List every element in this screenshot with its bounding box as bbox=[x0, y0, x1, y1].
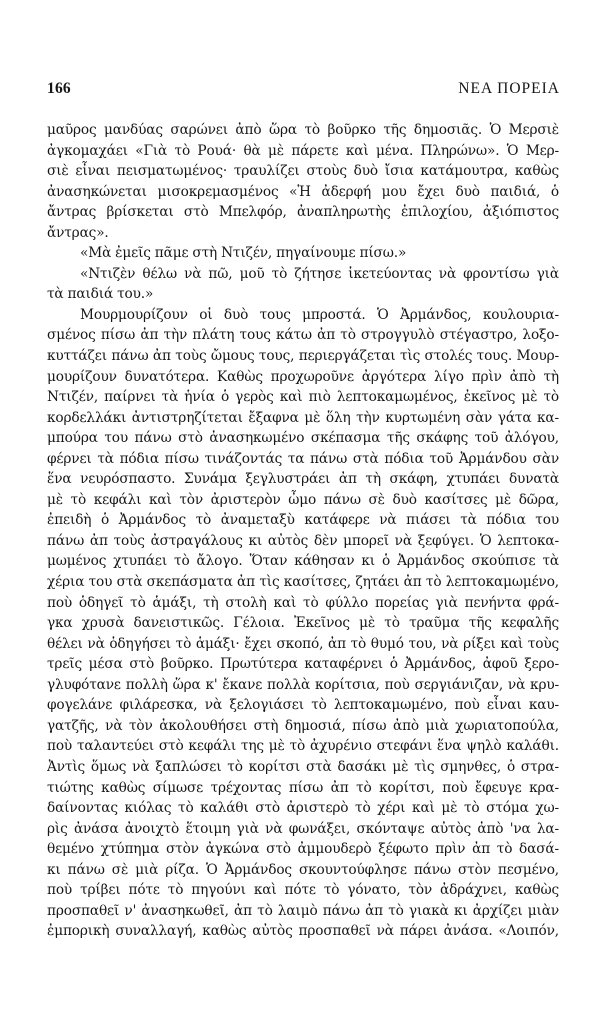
text-line: ἀνασηκώνεται μισοκρεμασμένος «Ἡ ἀδερφή μου ἔχει δυὸ παιδιά, ὁ bbox=[47, 183, 559, 200]
body-text bbox=[47, 120, 559, 942]
running-title: ΝΕΑ ΠΟΡΕΙΑ bbox=[458, 80, 560, 97]
text-line: μωμένος χτυπάει τὸ ἄλογο. Ὅταν κάθησαν κι ὁ Ἀρμάνδος σκούπισε τὰ bbox=[47, 553, 559, 570]
text-line: Ντιζέν, παίρνει τὰ ἡνία ὁ γερὸς καὶ πιὸ λεπτοκαμωμένος, ἐκεῖνος μὲ τὸ bbox=[47, 389, 559, 406]
text-line: γατζῆς, νὰ τὸν ἀκολουθήσει στὴ δημοσιά, πίσω ἀπὸ μιὰ χωριατοπούλα, bbox=[47, 717, 559, 734]
text-line: ἐμπορικὴ συναλλαγή, καθὼς αὐτὸς προσπαθεῖ νὰ πάρει ἀνάσα. «Λοιπόν, bbox=[47, 923, 559, 940]
page-number: 166 bbox=[47, 80, 71, 97]
text-line: γκα χρυσὰ δανειστικῶς. Γέλοια. Ἐκεῖνος μὲ τὸ τραῦμα τῆς κεφαλῆς bbox=[47, 615, 559, 632]
text-line: ἀγκομαχάει «Γιὰ τὸ Ρουά· θὰ μὲ πάρετε καὶ μένα. Πληρώνω». Ὁ Μερ- bbox=[47, 142, 559, 159]
text-line: ἐπειδὴ ὁ Ἀρμάνδος τὸ ἀναμεταξὺ κατάφερε νὰ πιάσει τὰ πόδια του bbox=[47, 512, 559, 529]
text-line: «Ντιζὲν θέλω νὰ πῶ, μοῦ τὸ ζήτησε ἱκετεύοντας νὰ φροντίσω γιὰ bbox=[80, 265, 559, 282]
text-line: σιὲ εἶναι πεισματωμένος· τραυλίζει στοὺς δυὸ ἴσια κατάμουτρα, καθὼς bbox=[47, 163, 559, 180]
text-line: δαίνοντας κιόλας τὸ καλάθι στὸ ἀριστερὸ τὸ χέρι καὶ μὲ τὸ στόμα χω- bbox=[47, 800, 559, 817]
text-line: τὰ παιδιά του.» bbox=[47, 286, 154, 303]
text-line: ἄντρας». bbox=[47, 224, 109, 241]
text-line: ἕνα νευρόσπαστο. Συνάμα ξεγλυστράει ἀπ τὴ σκάφη, χτυπάει δυνατὰ bbox=[47, 471, 559, 488]
text-line: θέλει νὰ ὁδηγήσει τὸ ἁμάξι· ἔχει σκοπό, ἀπ τὸ θυμό του, νὰ ρίξει καὶ τοὺς bbox=[47, 635, 559, 652]
text-line: τιώτης καθὼς σίμωσε τρέχοντας πίσω ἀπ τὸ κορίτσι, ποὺ ἔφευγε κρα- bbox=[47, 779, 559, 796]
text-line: χέρια του στὰ σκεπάσματα ἀπ τὶς κασίτσες, ζητάει ἀπ τὸ λεπτοκαμωμένο, bbox=[47, 574, 559, 591]
text-line: κορδελλάκι ἀντιστρηζίτεται ἔξαφνα μὲ ὅλη τὴν κυρτωμένη σὰν γάτα κα- bbox=[47, 409, 559, 426]
text-line: ποὺ ταλαντεύει στὸ κεφάλι της μὲ τὸ ἀχυρένιο στεφάνι ἕνα ψηλὸ καλάθι. bbox=[47, 738, 559, 755]
text-line: γλυφότανε πολλὴ ὥρα κ' ἔκανε πολλὰ κορίτσια, ποὺ σεργιάνιζαν, νὰ κρυ- bbox=[47, 676, 559, 693]
text-line: μὲ τὸ κεφάλι καὶ τὸν ἀριστερὸν ὦμο πάνω σὲ δυὸ κασίτσες μὲ δῶρα, bbox=[47, 491, 559, 508]
text-line: κυττάζει πάνω ἀπ τοὺς ὤμους τους, περιεργάζεται τὶς στολές τους. Μουρ- bbox=[47, 348, 559, 365]
text-line: ρὶς ἀνάσα ἀνοιχτὸ ἕτοιμη γιὰ νὰ φωνάξει, σκόνταψε αὐτὸς ἀπὸ 'να λα- bbox=[47, 820, 559, 837]
running-header bbox=[47, 80, 560, 104]
text-line: μουρίζουν δυνατότερα. Καθὼς προχωροῦνε ἀργότερα λίγο πρὶν ἀπὸ τὴ bbox=[47, 368, 559, 385]
text-line: ποὺ ὁδηγεῖ τὸ ἁμάξι, τὴ στολὴ καὶ τὸ φύλλο πορείας γιὰ πενήντα φρά- bbox=[47, 594, 559, 611]
text-line: ποὺ τρίβει πότε τὸ πηγούνι καὶ πότε τὸ γόνατο, τὸν ἀδράχνει, καθὼς bbox=[47, 882, 559, 899]
text-line: κι πάνω σὲ μιὰ ρίζα. Ὁ Ἀρμάνδος σκουντούφλησε πάνω στὸν πεσμένο, bbox=[47, 861, 559, 878]
text-line: τρεῖς μέσα στὸ βοῦρκο. Πρωτύτερα καταφέρνει ὁ Ἀρμάνδος, ἀφοῦ ξερο- bbox=[47, 656, 559, 673]
text-line: πάνω ἀπ τοὺς ἀστραγάλους κι αὐτὸς δὲν μπορεῖ νὰ ξεφύγει. Ὁ λεπτοκα- bbox=[47, 532, 559, 549]
text-line: θεμένο χτύπημα στὸν ἀγκώνα στὸ ἀμμουδερὸ ξέφωτο πρὶν ἀπ τὸ δασά- bbox=[47, 841, 559, 858]
text-line: μαῦρος μανδύας σαρώνει ἀπὸ ὥρα τὸ βοῦρκο τῆς δημοσιᾶς. Ὁ Μερσιὲ bbox=[47, 122, 559, 138]
text-line: Ἀντὶς ὅμως νὰ ξαπλώσει τὸ κορίτσι στὰ δασάκι μὲ τὶς σμηνθες, ὁ στρα- bbox=[47, 758, 559, 775]
text-line: φέρνει τὰ πόδια πίσω τινάζοντάς τα πάνω στὰ πόδια τοῦ Ἀρμάνδου σὰν bbox=[47, 450, 559, 467]
text-line: σμένος πίσω ἀπ τὴν πλάτη τους κάτω ἀπ τὸ στρογγυλὸ στέγαστρο, λοξο- bbox=[47, 327, 559, 344]
text-line: «Μὰ ἐμεῖς πᾶμε στὴ Ντιζέν, πηγαίνουμε πίσω.» bbox=[80, 245, 407, 262]
text-line: προσπαθεῖ ν' ἀνασηκωθεῖ, ἀπ τὸ λαιμὸ πάνω ἀπ τὸ γιακὰ κι ἀρχίζει μιὰν bbox=[47, 902, 559, 919]
text-line: μπούρα του πάνω στὸ ἀνασηκωμένο σκέπασμα τῆς σκάφης τοῦ ἀλόγου, bbox=[47, 430, 559, 447]
text-line: Μουρμουρίζουν οἱ δυὸ τους μπροστά. Ὁ Ἀρμάνδος, κουλουρια- bbox=[80, 306, 559, 323]
text-line: ἄντρας βρίσκεται στὸ Μπελφόρ, ἀναπληρωτὴς ἐπιλοχίου, ἀξιόπιστος bbox=[47, 204, 559, 221]
text-line: φογελάνε φιλάρεσκα, νὰ ξελογιάσει τὸ λεπτοκαμωμένο, ποὺ εἶναι καυ- bbox=[47, 697, 559, 714]
